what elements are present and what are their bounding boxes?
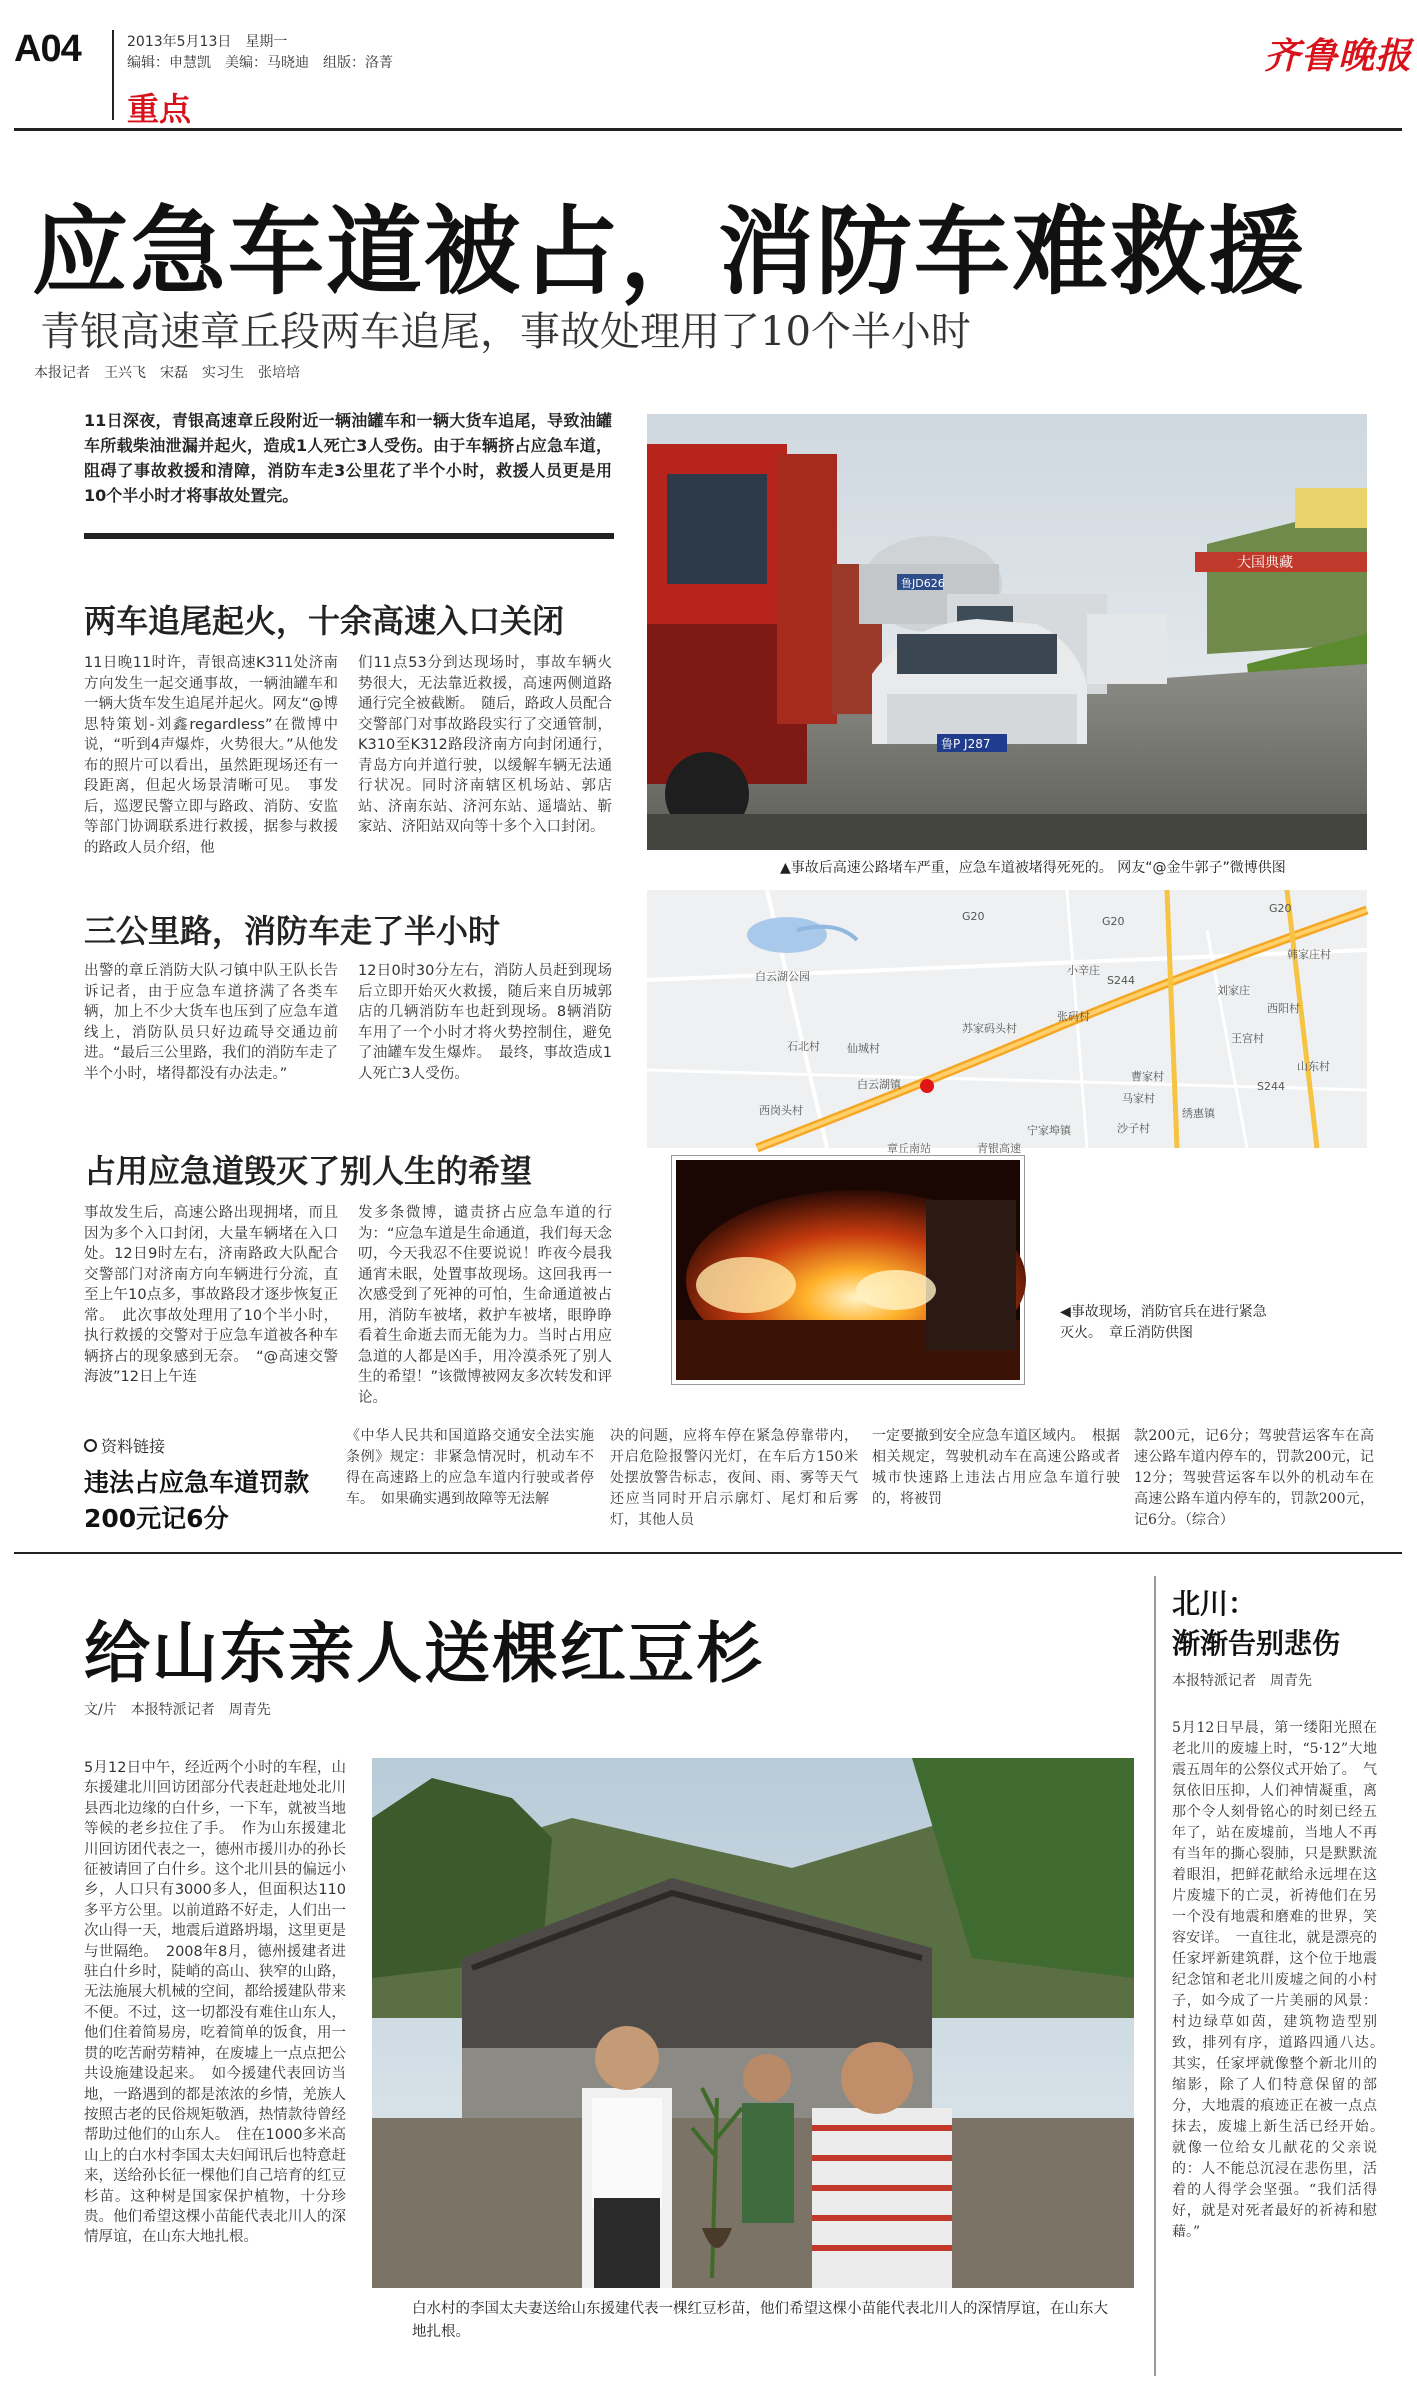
traffic-jam-caption: ▲事故后高速公路堵车严重，应急车道被堵得死死的。 网友“@金牛郭子”微博供图 [780,860,1286,876]
box-col2: 决的问题，应将车停在紧急停靠带内，开启危险报警闪光灯，在车后方150米处摆放警告标志，夜间、雨、雾等天气还应当同时开启示廓灯、尾灯和后雾灯，其他人员 [610,1428,858,1528]
story1-byline: 本报记者 王兴飞 宋磊 实习生 张培培 [34,365,300,381]
map-label: G20 [962,910,985,923]
map-label: 白云湖公园 [755,970,810,983]
resource-link-label: 资料链接 [84,1434,165,1457]
section3-col1: 事故发生后，高速公路出现拥堵，而且因为多个入口封闭，大量车辆堵在入口处。12日9时左右，济南路政大队配合交警部门对济南方向车辆进行分流，直至上午10点多，事故路段才逐步恢复正常。 此次事故处理用了10个半小时，执行救援的交警对于应急车道被各种车辆挤占的现象感到无奈。 “@高速交警海波”12日上午连 [84,1205,338,1385]
map-label: 王宫村 [1231,1032,1264,1045]
section2-col1: 出警的章丘消防大队刁镇中队王队长告诉记者，由于应急车道挤满了各类车辆，加上不少大货车也压到了应急车道线上，消防队员只好边疏导交通边前进。“最后三公里路，我们的消防车走了半个小时，堵得都没有办法走。” [84,963,339,1082]
billboard-text: 大国典藏 [1237,555,1293,571]
fire-scene-photo [672,1156,1024,1384]
map-label: 绣惠镇 [1182,1107,1215,1120]
map-label: 韩家庄村 [1287,948,1331,961]
map-label: 白云湖镇 [857,1078,901,1091]
box-col3: 一定要撤到安全应急车道区域内。 根据相关规定，驾驶机动车在高速公路或者城市快速路上违法占用应急车道行驶的，将被罚 [872,1428,1120,1507]
map-label: 苏家码头村 [962,1022,1017,1035]
side-column-divider [1154,1576,1156,2376]
map-label: 青银高速 [977,1142,1021,1155]
map-label: G20 [1102,915,1125,928]
resource-link-title: 违法占应急车道罚款200元记6分 [84,1468,310,1533]
side-byline: 本报特派记者 周青先 [1172,1673,1312,1689]
staff-credits: 编辑：申慧凯 美编：马晓迪 组版：洛菁 [127,55,393,71]
map-label: 仙城村 [847,1042,880,1055]
story2-byline: 文/片 本报特派记者 周青先 [84,1702,271,1718]
section2-title: 三公里路，消防车走了半小时 [84,912,501,950]
side-title-line2: 渐渐告别悲伤 [1172,1627,1341,1660]
box-col1: 《中华人民共和国道路交通安全法实施条例》规定：非紧急情况时，机动车不得在高速路上的应急车道内行驶或者停车。 如果确实遇到故障等无法解 [346,1428,594,1507]
section-label: 重点 [127,90,192,128]
side-body: 5月12日早晨，第一缕阳光照在老北川的废墟上时，“5·12”大地震五周年的公祭仪式开始了。 气氛依旧压抑，人们神情凝重，离那个令人刻骨铭心的时刻已经五年了，站在废墟前，当地人不再有当年的撕心裂肺，只是默默流着眼泪，把鲜花献给永远埋在这片废墟下的亡灵，祈祷他们在另一个没有地震和磨难的世界，笑容安详。 一直往北，就是漂亮的任家坪新建筑群，这个位于地震纪念馆和老北川废墟之间的小村子，如今成了一片美丽的风景：村边绿草如茵，建筑物造型别致，排列有序，道路四通八达。 其实，任家坪就像整个新北川的缩影，除了人们特意保留的部分，大地震的痕迹正在被一点点抹去，废墟上新生活已经开始。 就像一位给女儿献花的父亲说的：人不能总沉浸在悲伤里，活着的人得学会坚强。“我们活得好，就是对死者最好的祈祷和慰藉。” [1172,1720,1391,2240]
map-label: 宁家埠镇 [1027,1124,1071,1137]
traffic-jam-photo [647,414,1367,850]
main-headline: 应急车道被占，消防车难救援 [32,196,1306,308]
red-yew-caption: 白水村的李国太夫妻送给山东援建代表一棵红豆杉苗，他们希望这棵小苗能代表北川人的深情厚谊，在山东大地扎根。 [412,2301,1108,2340]
box-col4: 款200元，记6分；驾驶营运客车在高速公路车道内停车的，罚款200元，记12分；驾驶营运客车以外的机动车在高速公路车道内停车的，罚款200元，记6分。（综合） [1134,1428,1374,1528]
header-divider-vertical [112,30,114,120]
story2-headline: 给山东亲人送棵红豆杉 [84,1615,764,1692]
main-subhead: 青银高速章丘段两车追尾，事故处理用了10个半小时 [40,309,971,355]
section3-title: 占用应急道毁灭了别人生的希望 [84,1152,533,1190]
red-yew-photo [372,1758,1134,2288]
page-number: A04 [14,28,81,70]
map-label: 石北村 [787,1040,820,1053]
side-title-line1: 北川： [1172,1587,1257,1620]
map-label: 山东村 [1297,1060,1330,1073]
map-label: S244 [1107,974,1135,987]
accident-map [647,890,1367,1155]
map-label: 曹家村 [1131,1070,1164,1083]
map-label: G20 [1269,902,1292,915]
map-label: 章丘南站 [887,1142,931,1155]
section3-col2: 发多条微博，谴责挤占应急车道的行为：“应急车道是生命通道，我们每天念叨，今天我忍不住要说说！昨夜今晨我通宵未眠，处置事故现场。这回我再一次感受到了死神的可怕，生命通道被占用，消防车被堵，救护车被堵，眼睁睁看着生命逝去而无能为力。当时占用应急道的人都是凶手，用冷漠杀死了别人生的希望！”该微博被网友多次转发和评论。 [358,1205,613,1406]
map-label: S244 [1257,1080,1285,1093]
section2-col2: 12日0时30分左右，消防人员赶到现场后立即开始灭火救援，随后来自历城郭店的几辆消防车也赶到现场。8辆消防车用了一个小时才将火势控制住，避免了油罐车发生爆炸。 最终，事故造成1人死亡3人受伤。 [358,963,612,1082]
lead-rule [84,533,614,539]
section1-col1: 11日晚11时许，青银高速K311处济南方向发生一起交通事故，一辆油罐车和一辆大货车发生追尾并起火。网友“@博思特策划-刘鑫regardless”在微博中说，“听到4声爆炸，火势很大。”从他发布的照片可以看出，虽然距现场还有一段距离，但起火场景清晰可见。 事发后，巡逻民警立即与路政、消防、安监等部门协调联系进行救援，据参与救援的路政人员介绍，他 [84,655,339,856]
section1-col2: 们11点53分到达现场时，事故车辆火势很大，无法靠近救援，高速两侧道路通行完全被截断。 随后，路政人员配合交警部门对事故路段实行了交通管制，K310至K312路段济南方向封闭通行，青岛方向并道行驶，以缓解车辆无法通行状况。同时济南辖区机场站、郭店站、济南东站、济河东站、遥墙站、靳家站、济阳站双向等十多个入口封闭。 [358,655,612,835]
story1-lead: 11日深夜，青银高速章丘段附近一辆油罐车和一辆大货车追尾，导致油罐车所载柴油泄漏并起火，造成1人死亡3人受伤。由于车辆挤占应急车道，阻碍了事故救援和清障，消防车走3公里花了半个小时，救援人员更是用10个半小时才将事故处置完。 [84,411,612,505]
map-label: 小辛庄 [1067,964,1100,977]
map-label: 刘家庄 [1217,984,1250,997]
story-separator [14,1552,1402,1554]
circle-icon [84,1439,97,1452]
map-label: 马家村 [1122,1092,1155,1105]
issue-date: 2013年5月13日 星期一 [127,34,288,50]
map-label: 西阳村 [1267,1002,1300,1015]
newspaper-logo: 齐鲁晚报 [1264,35,1413,77]
car-plate-text: 鲁P J287 [941,737,991,751]
story2-body: 5月12日中午，经近两个小时的车程，山东援建北川回访团部分代表赶赴地处北川县西北边缘的白什乡，一下车，就被当地等候的老乡拉住了手。 作为山东援建北川回访团代表之一，德州市援川办的孙长征被请回了白什乡。这个北川县的偏远小乡，人口只有3000多人，但面积达110多平方公里。以前道路不好走，人们出一次山得一天，地震后道路坍塌，这里更是与世隔绝。 2008年8月，德州援建者进驻白什乡时，陡峭的高山、狭窄的山路，无法施展大机械的空间，都给援建队带来不便。不过，这一切都没有难住山东人，他们住着简易房，吃着简单的饭食，用一贯的吃苦耐劳精神，在废墟上一点点把公共设施建设起来。 如今援建代表回访当地，一路遇到的都是浓浓的乡情，羌族人按照古老的民俗规矩敬酒，热情款待曾经帮助过他们的山东人。 住在1000多米高山上的白水村李国太夫妇闻讯后也特意赶来，送给孙长征一棵他们自己培育的红豆杉苗。这种树是国家保护植物，十分珍贵。他们希望这棵小苗能代表北川人的深情厚谊，在山东大地扎根。 [84,1760,346,2246]
fire-scene-caption: ◀事故现场，消防官兵在进行紧急灭火。 章丘消防供图 [1060,1304,1267,1341]
tanker-plate-text: 鲁JD626 [901,577,945,590]
section1-title: 两车追尾起火，十余高速入口关闭 [84,602,565,640]
map-label: 张码村 [1057,1010,1090,1023]
map-label: 西岗头村 [759,1104,803,1117]
map-label: 沙子村 [1117,1122,1150,1135]
header-rule [14,128,1402,131]
